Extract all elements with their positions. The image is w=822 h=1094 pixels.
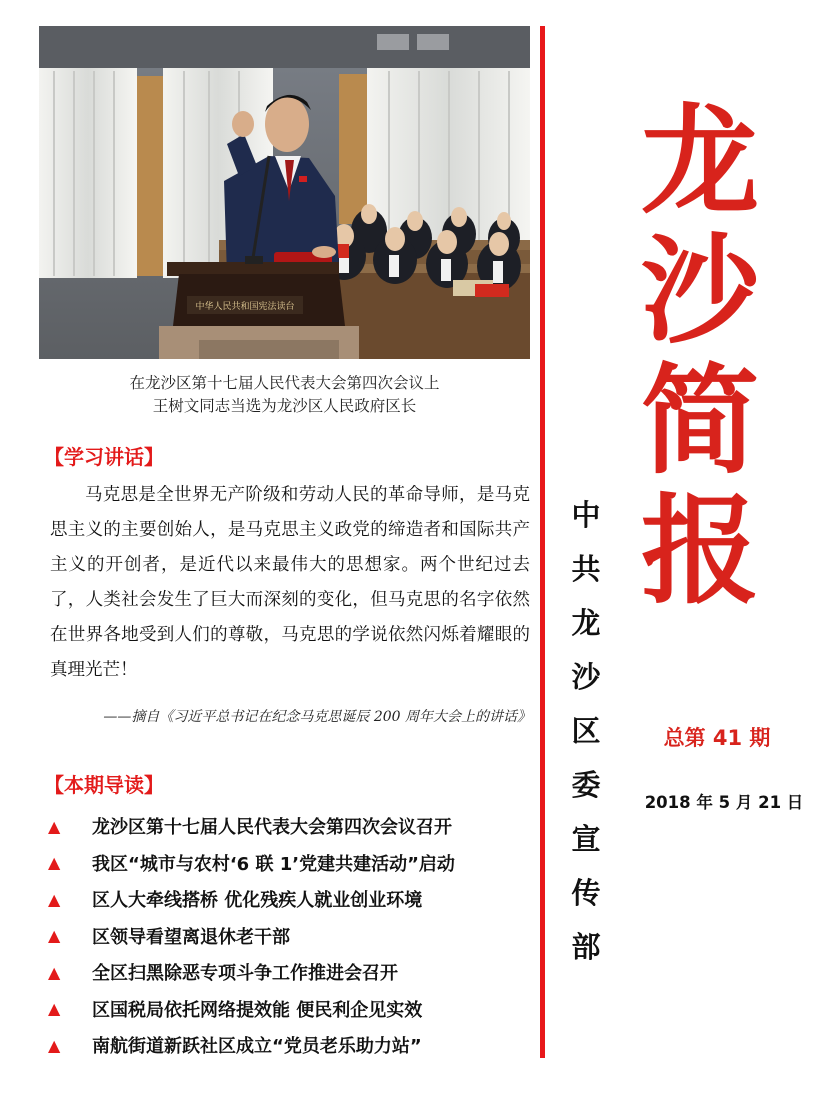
study-source: ——摘自《习近平总书记在纪念马克思诞辰 200 周年大会上的讲话》 <box>103 709 531 725</box>
toc-item[interactable] <box>48 808 455 845</box>
podium-label: 中华人民共和国宪法读台 <box>195 302 295 312</box>
toc-item-title: 全区扫黑除恶专项斗争工作推进会召开 <box>92 963 398 985</box>
triangle-bullet-icon: ▲ <box>48 889 61 909</box>
triangle-bullet-icon: ▲ <box>48 999 61 1019</box>
study-paragraph: 马克思是全世界无产阶级和劳动人民的革命导师，是马克思主义的主要创始人，是马克思主义政党的缔造者和国际共产主义的开创者，是近代以来最伟大的思想家。两个世纪过去了，人类社会发生了巨大而深刻的变化，但马克思的名字依然在世界各地受到人们的尊敬，马克思的学说依然闪烁着耀眼的真理光芒！ <box>50 485 530 680</box>
toc-item-title: 南航街道新跃社区成立“党员老乐助力站” <box>92 1036 422 1058</box>
triangle-bullet-icon: ▲ <box>48 853 61 873</box>
cover-photo <box>39 26 530 359</box>
masthead-title-char: 简 <box>640 352 759 490</box>
toc-item[interactable] <box>48 991 455 1028</box>
publisher-char: 共 <box>571 552 601 586</box>
masthead-title <box>620 92 780 620</box>
toc-heading: 【本期导读】 <box>44 773 164 797</box>
publisher-char: 宣 <box>571 822 601 856</box>
triangle-bullet-icon: ▲ <box>48 1035 61 1055</box>
toc-item[interactable] <box>48 881 455 918</box>
publisher-char: 沙 <box>571 660 601 694</box>
publisher-vertical <box>566 488 606 974</box>
masthead-title-char: 沙 <box>640 222 759 360</box>
publisher-char: 龙 <box>571 606 601 640</box>
toc-item-title: 区领导看望离退休老干部 <box>92 926 290 948</box>
issue-number: 总第 41 期 <box>663 726 771 750</box>
toc-item-title: 区人大牵线搭桥 优化残疾人就业创业环境 <box>92 890 423 912</box>
masthead-title-char: 龙 <box>640 92 759 230</box>
publisher-char: 传 <box>571 876 601 910</box>
toc-item-title: 龙沙区第十七届人民代表大会第四次会议召开 <box>92 817 452 839</box>
toc-item[interactable] <box>48 918 455 955</box>
vertical-divider <box>540 26 545 1058</box>
cover-photo-illustration <box>39 26 530 359</box>
triangle-bullet-icon: ▲ <box>48 816 61 836</box>
photo-caption-line: 王树文同志当选为龙沙区人民政府区长 <box>152 397 417 415</box>
photo-caption-line: 在龙沙区第十七届人民代表大会第四次会议上 <box>129 374 440 392</box>
study-heading: 【学习讲话】 <box>44 445 164 469</box>
issue-date: 2018 年 5 月 21 日 <box>644 793 804 812</box>
toc-item-title: 区国税局依托网络提效能 便民利企见实效 <box>92 999 423 1021</box>
toc-item[interactable] <box>48 1027 455 1064</box>
publisher-char: 委 <box>571 768 601 802</box>
toc-item-title: 我区“城市与农村‘6 联 1’党建共建活动”启动 <box>92 853 455 875</box>
publisher-char: 区 <box>571 714 601 748</box>
study-quote <box>50 478 530 688</box>
toc-item[interactable] <box>48 845 455 882</box>
masthead-title-char: 报 <box>640 482 759 620</box>
triangle-bullet-icon: ▲ <box>48 962 61 982</box>
toc-item[interactable] <box>48 954 455 991</box>
triangle-bullet-icon: ▲ <box>48 926 61 946</box>
photo-caption <box>39 372 530 418</box>
publisher-char: 中 <box>571 498 601 532</box>
toc-list <box>48 808 455 1064</box>
publisher-char: 部 <box>571 930 601 964</box>
